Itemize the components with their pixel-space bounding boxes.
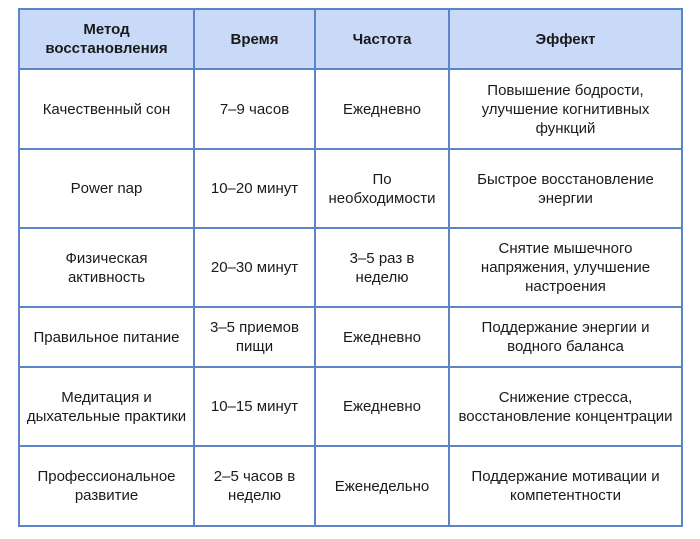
cell-effect: Снижение стресса, восстановление концентрации: [449, 367, 682, 446]
cell-effect: Снятие мышечного напряжения, улучшение настроения: [449, 228, 682, 307]
cell-method: Профессиональное развитие: [19, 446, 194, 526]
header-frequency: Частота: [315, 9, 449, 69]
cell-method: Правильное питание: [19, 307, 194, 367]
cell-effect: Повышение бодрости, улучшение когнитивных функций: [449, 69, 682, 149]
cell-frequency: Ежедневно: [315, 367, 449, 446]
cell-frequency: По необходимости: [315, 149, 449, 228]
cell-time: 10–15 минут: [194, 367, 315, 446]
cell-method: Медитация и дыхательные практики: [19, 367, 194, 446]
cell-frequency: Ежедневно: [315, 69, 449, 149]
cell-method: Физическая активность: [19, 228, 194, 307]
cell-method: Качественный сон: [19, 69, 194, 149]
cell-method: Power nap: [19, 149, 194, 228]
header-method: Метод восстановления: [19, 9, 194, 69]
table-row: [19, 446, 682, 526]
header-effect: Эффект: [449, 9, 682, 69]
cell-effect: Быстрое восстановление энергии: [449, 149, 682, 228]
cell-effect: Поддержание энергии и водного баланса: [449, 307, 682, 367]
table-row: [19, 228, 682, 307]
cell-frequency: Еженедельно: [315, 446, 449, 526]
cell-time: 2–5 часов в неделю: [194, 446, 315, 526]
header-time: Время: [194, 9, 315, 69]
cell-effect: Поддержание мотивации и компетентности: [449, 446, 682, 526]
cell-time: 20–30 минут: [194, 228, 315, 307]
cell-frequency: Ежедневно: [315, 307, 449, 367]
recovery-methods-table: [18, 8, 683, 527]
table-row: [19, 69, 682, 149]
table-row: [19, 367, 682, 446]
table-row: [19, 307, 682, 367]
cell-time: 10–20 минут: [194, 149, 315, 228]
cell-frequency: 3–5 раз в неделю: [315, 228, 449, 307]
cell-time: 3–5 приемов пищи: [194, 307, 315, 367]
cell-time: 7–9 часов: [194, 69, 315, 149]
table-row: [19, 149, 682, 228]
table-header-row: [19, 9, 682, 69]
